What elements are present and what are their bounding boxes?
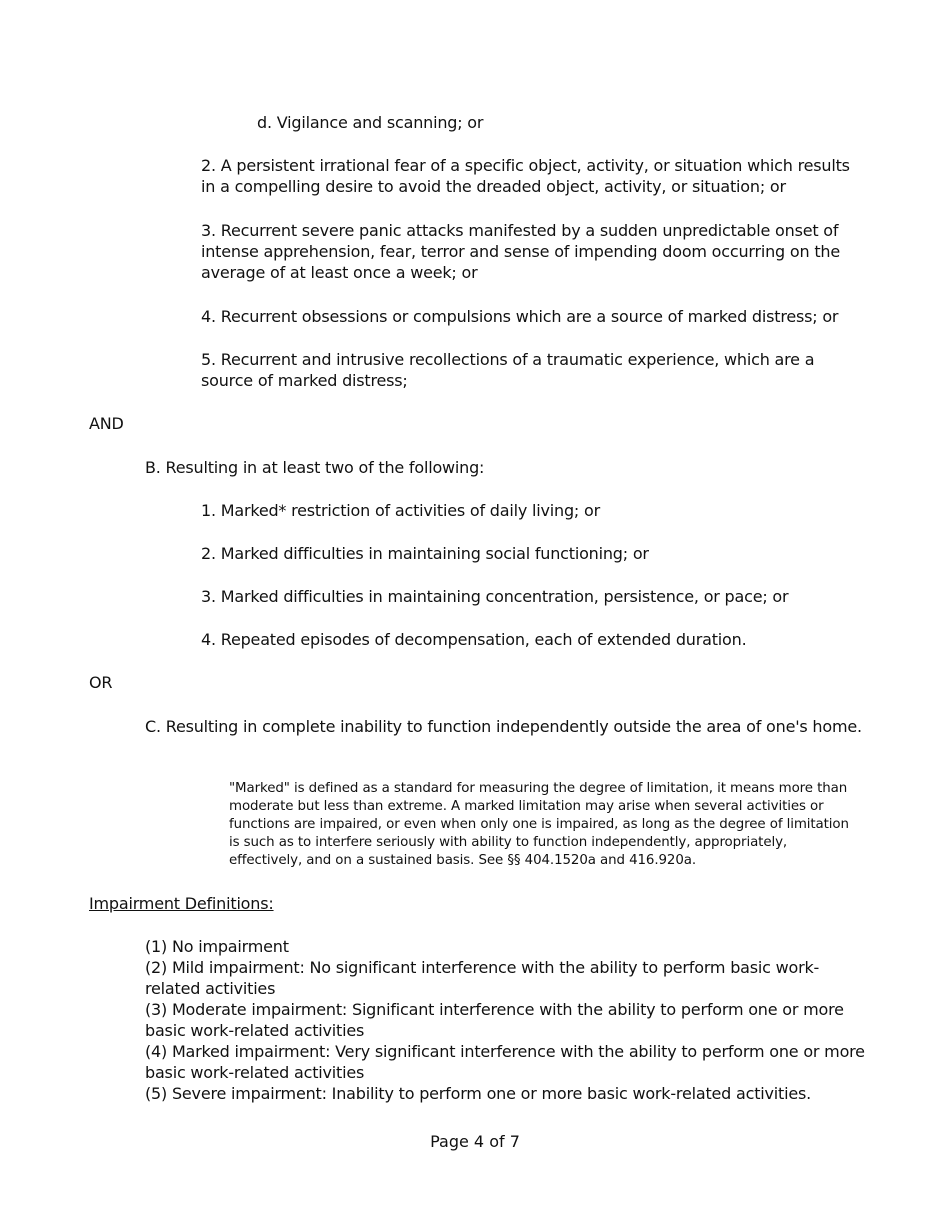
section-b-heading: B. Resulting in at least two of the following:	[145, 458, 485, 477]
criterion-a-item-4: 4. Recurrent obsessions or compulsions which are a source of marked distress; or	[201, 307, 839, 326]
criterion-a-item-2: 2. A persistent irrational fear of a specific object, activity, or situation which results in a compelling desire to avoid the dreaded object, activity, or situation; or	[201, 156, 850, 196]
impairment-definitions-heading: Impairment Definitions:	[89, 894, 274, 913]
section-b-item-1: 1. Marked* restriction of activities of daily living; or	[201, 501, 600, 520]
connector-and: AND	[89, 414, 124, 433]
impairment-definition-item: (3) Moderate impairment: Significant interference with the ability to perform one or more basic work-related activities	[145, 1000, 844, 1040]
criterion-a-item-5: 5. Recurrent and intrusive recollections of a traumatic experience, which are a source of marked distress;	[201, 350, 815, 390]
impairment-definition-item: (4) Marked impairment: Very significant interference with the ability to perform one or more basic work-related activities	[145, 1042, 865, 1082]
connector-or: OR	[89, 673, 113, 692]
criterion-a1-item-d: d. Vigilance and scanning; or	[257, 113, 484, 132]
impairment-definitions-list	[145, 936, 865, 1104]
impairment-definition-item: (1) No impairment	[145, 937, 289, 956]
section-b-item-4: 4. Repeated episodes of decompensation, each of extended duration.	[201, 630, 747, 649]
marked-definition-footnote: "Marked" is defined as a standard for measuring the degree of limitation, it means more than moderate but less than extreme. A marked limitation may arise when several activities or functions are impaired, or even when only one is impaired, as long as the degree of limitation is such as to interfere seriously with ability to function independently, appropriately, effectively, and on a sustained basis. See §§ 404.1520a and 416.920a.	[229, 781, 849, 868]
section-b-item-3: 3. Marked difficulties in maintaining concentration, persistence, or pace; or	[201, 587, 789, 606]
page-number: Page 4 of 7	[430, 1132, 520, 1151]
criterion-a-item-3: 3. Recurrent severe panic attacks manifested by a sudden unpredictable onset of intense apprehension, fear, terror and sense of impending doom occurring on the average of at least once a week; or	[201, 221, 840, 282]
impairment-definition-item: (2) Mild impairment: No significant interference with the ability to perform basic work-related activities	[145, 958, 820, 998]
impairment-definition-item: (5) Severe impairment: Inability to perform one or more basic work-related activities.	[145, 1084, 812, 1103]
section-c-text: C. Resulting in complete inability to function independently outside the area of one's home.	[145, 717, 862, 736]
section-b-item-2: 2. Marked difficulties in maintaining social functioning; or	[201, 544, 649, 563]
